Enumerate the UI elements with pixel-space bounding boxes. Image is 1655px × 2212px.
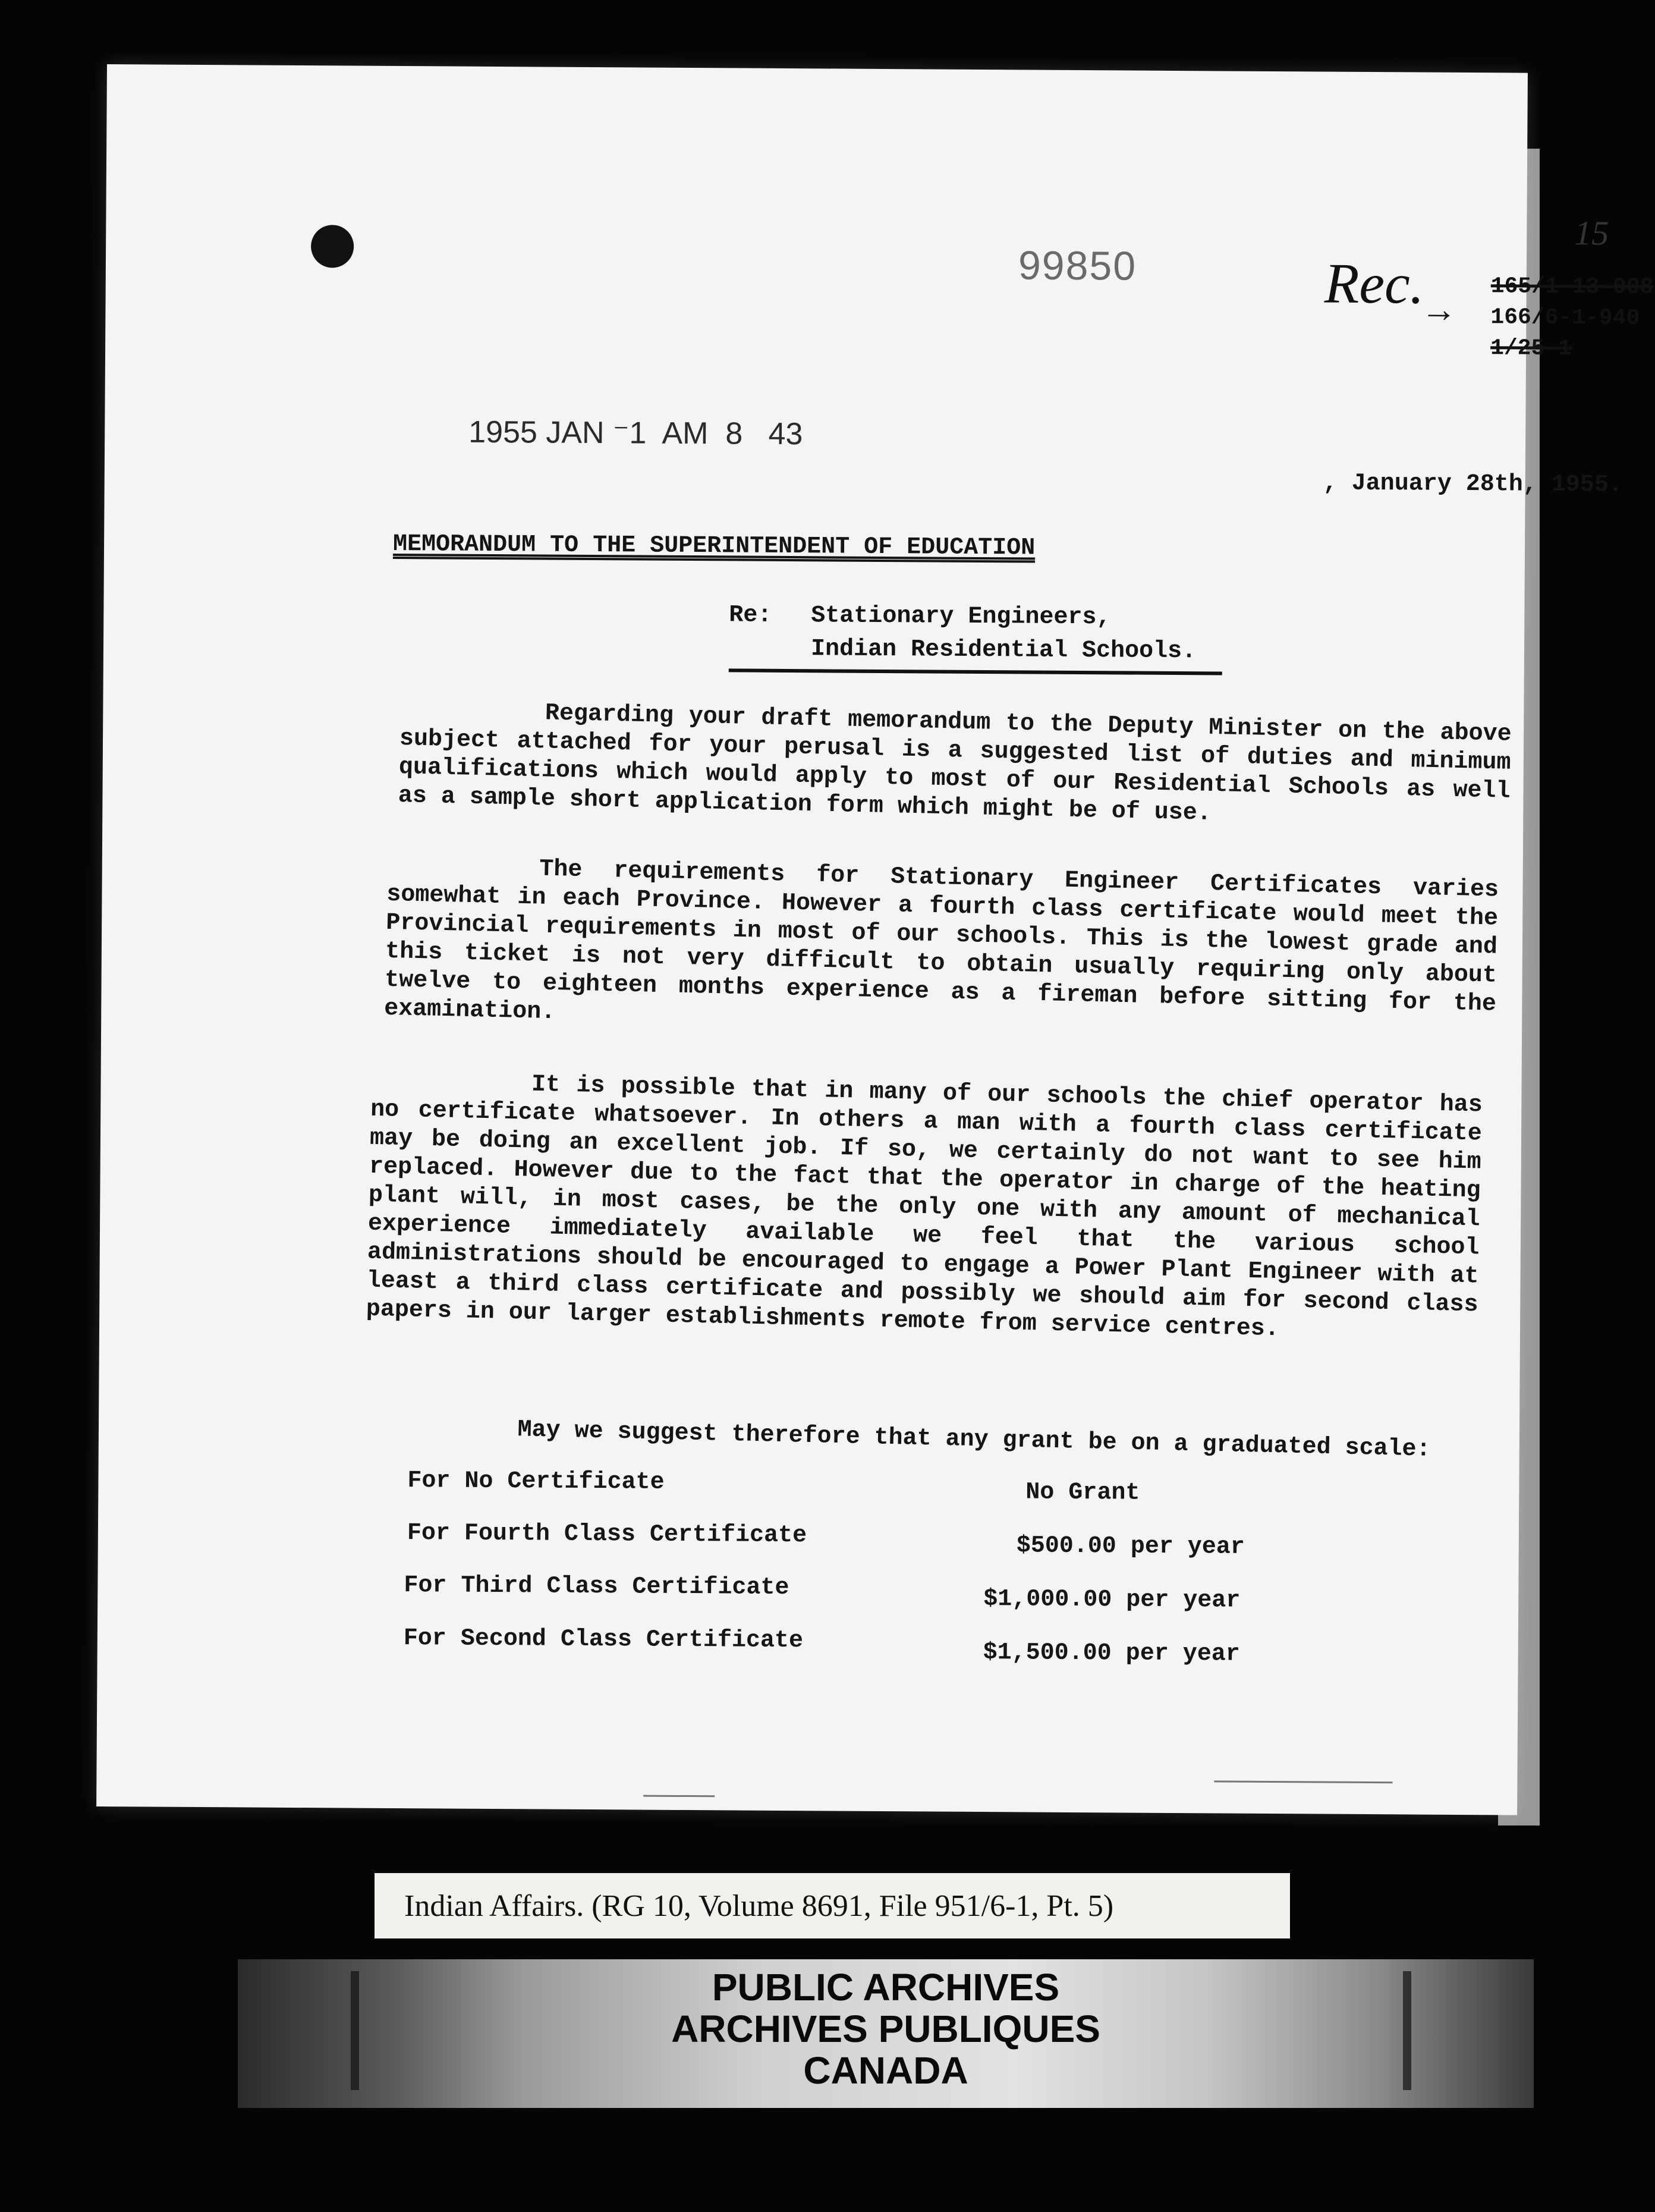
archives-line: ARCHIVES PUBLIQUES bbox=[671, 2007, 1100, 2050]
grant-row-label: For Second Class Certificate bbox=[403, 1625, 804, 1655]
arrow-icon: → bbox=[1428, 292, 1450, 333]
archives-line: PUBLIC ARCHIVES bbox=[712, 1966, 1060, 2009]
record-number-stamp: 99850 bbox=[1018, 243, 1137, 289]
file-reference: 166/6-1-940 bbox=[1490, 304, 1640, 331]
grant-row-label: For Third Class Certificate bbox=[404, 1572, 789, 1602]
grant-row-amount: $1,500.00 per year bbox=[983, 1639, 1240, 1668]
file-reference-struck: 1/25-1 bbox=[1490, 335, 1572, 362]
grant-row-label: For Fourth Class Certificate bbox=[407, 1520, 807, 1550]
archives-line: CANADA bbox=[803, 2049, 968, 2092]
body-paragraph: Regarding your draft memorandum to the Deputy Minister on the above subject attached for your perusal is a suggested list of duties and minimum qualifications which would apply to most of our Residential Schools as well as a sample short application form which might be of use. bbox=[398, 700, 1512, 827]
grant-row-label: For No Certificate bbox=[407, 1468, 665, 1496]
handwritten-initials: Rec. bbox=[1324, 251, 1424, 316]
punch-hole bbox=[311, 225, 354, 268]
paper-scratch bbox=[1214, 1780, 1392, 1783]
subject-line: Indian Residential Schools. bbox=[810, 636, 1197, 665]
body-paragraph: The requirements for Stationary Engineer Certificates varies somewhat in each Province. However a fourth class certificate would meet the Provincial requirements in most of our schools. This is the lowest grade and this ticket is not very difficult to obtain usually requiring only about twelve to eighteen months experience as a fireman before sitting for the examination. bbox=[383, 856, 1499, 1026]
received-date-stamp: 1955 JAN ⁻1 AM 8 43 bbox=[468, 414, 803, 452]
public-archives-text bbox=[238, 1966, 1534, 2091]
archive-reference: Indian Affairs. (RG 10, Volume 8691, File 951/6-1, Pt. 5) bbox=[404, 1889, 1114, 1923]
memo-date: , January 28th, 1955. bbox=[1323, 470, 1623, 499]
grant-row-amount: $1,000.00 per year bbox=[983, 1586, 1241, 1614]
archive-reference-label bbox=[375, 1873, 1290, 1938]
memo-page bbox=[96, 64, 1654, 1815]
subject-line: Stationary Engineers, bbox=[811, 602, 1111, 631]
subject-underline bbox=[729, 668, 1222, 675]
re-label: Re: bbox=[729, 602, 772, 629]
file-reference-struck: 165/1-13-008 bbox=[1490, 274, 1654, 300]
public-archives-banner bbox=[238, 1959, 1534, 2108]
grant-suggestion: May we suggest therefore that any grant be on a graduated scale: bbox=[517, 1416, 1431, 1463]
page-number-mark: 15 bbox=[1574, 213, 1609, 253]
body-paragraph: It is possible that in many of our schools the chief operator has no certificate whatsoever. In others a man with a fourth class certificate may be doing an excellent job. If so, we certainly do not want to see him replaced. However due to the fact that the operator in charge of the heating plant will, in most cases, be the only one with any amount of mechanical experience immediately available we feel that the various school administrations should be encouraged to engage a Power Plant Engineer with at least a third class certificate and possibly we should aim for second class papers in our larger establishments remote from service centres. bbox=[366, 1071, 1483, 1343]
grant-row-amount: $500.00 per year bbox=[1016, 1532, 1245, 1561]
memo-title: MEMORANDUM TO THE SUPERINTENDENT OF EDUCATION bbox=[392, 530, 1036, 562]
grant-row-amount: No Grant bbox=[1025, 1479, 1140, 1507]
paper-scratch bbox=[643, 1795, 715, 1798]
